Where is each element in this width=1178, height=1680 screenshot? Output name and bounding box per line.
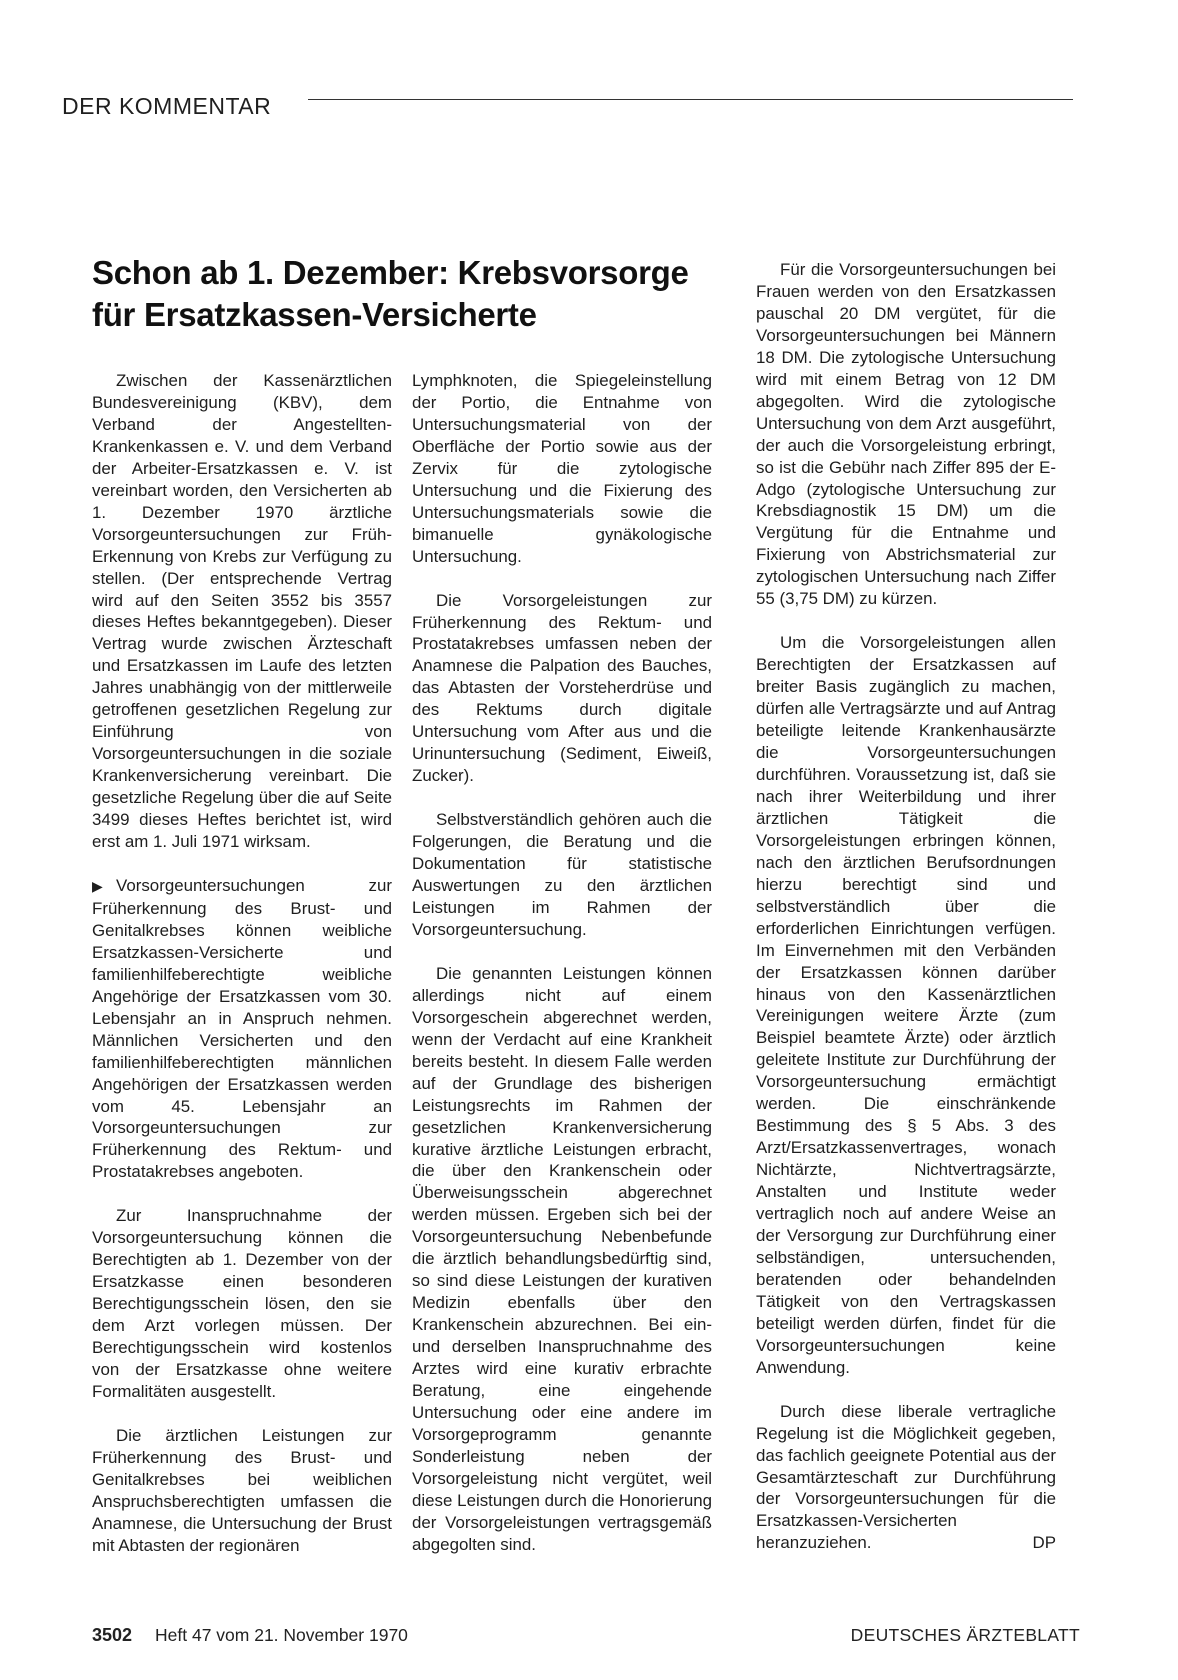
paragraph bbox=[756, 259, 1056, 610]
paragraph-text: Die ärztlichen Leistungen zur Früherkennung des Brust- und Genitalkrebses bei weiblichen Anspruchsberechtigten umfassen die Anamnese, die Untersuchung der Brust mit Abtasten der regionären bbox=[92, 1425, 392, 1555]
author-signature: DP bbox=[1032, 1533, 1056, 1553]
paragraph bbox=[92, 875, 392, 1183]
paragraph bbox=[92, 1205, 392, 1403]
paragraph-text: Zwischen der Kassenärztlichen Bundesvereinigung (KBV), dem Verband der Angestellten-Krankenkassen e. V. und dem Verband der Arbeiter-Ersatzkassen e. V. ist vereinbart worden, den Versicherten ab 1. Dezember 1970 ärztliche Vorsorgeuntersuchungen zur Früh-Erkennung von Krebs zur Verfügung zu stellen. (Der entsprechende Vertrag wird auf den Seiten 3552 bis 3557 dieses Heftes bekanntgegeben). Dieser Vertrag wurde zwischen Ärzteschaft und Ersatzkassen im Laufe des letzten Jahres unabhängig von der mittlerweile getroffenen gesetzlichen Regelung zur Einführung von Vorsorgeuntersuchungen in die soziale Krankenversicherung vereinbart. Die gesetzliche Regelung über die auf Seite 3499 dieses Heftes berichtet ist, wird erst am 1. Juli 1971 wirksam. bbox=[92, 371, 392, 852]
paragraph bbox=[412, 809, 712, 941]
issue-info: Heft 47 vom 21. November 1970 bbox=[155, 1625, 408, 1645]
paragraph bbox=[412, 963, 712, 1556]
paragraph-text: Um die Vorsorgeleistungen allen Berechtigten der Ersatzkassen auf breiter Basis zugänglich zu machen, dürfen alle Vertragsärzte und auf Antrag beteiligte leitende Krankenhausärzte die Vorsorgeuntersuchungen durchführen. Voraussetzung ist, daß sie nach ihrer Weiterbildung und ihrer ärztlichen Tätigkeit die Vorsorgeleistungen erbringen können, nach den ärztlichen Berufsordnungen hierzu berechtigt sind und selbstverständlich über die erforderlichen Einrichtungen verfügen. Im Einvernehmen mit den Verbänden der Ersatzkassen können darüber hinaus von den Kassenärztlichen Vereinigungen weitere Ärzte (zum Beispiel beamtete Ärzte) oder ärztlich geleitete Institute zur Durchführung der Vorsorgeuntersuchung ermächtigt werden. Die einschränkende Bestimmung des § 5 Abs. 3 des Arzt/Ersatzkassenvertrages, wonach Nichtärzte, Nichtvertragsärzte, Anstalten und Institute weder vertraglich noch auf andere Weise an der Versorgung zur Durchführung einer selbständigen, untersuchenden, beratenden oder behandelnden Tätigkeit von den Vertragskassen beteiligt werden dürfen, findet für die Vorsorgeuntersuchungen keine Anwendung. bbox=[756, 633, 1056, 1377]
triangle-bullet-icon: ▶ bbox=[92, 877, 103, 894]
column-2 bbox=[412, 370, 712, 1556]
page-number: 3502 bbox=[92, 1625, 133, 1645]
column-3 bbox=[756, 259, 1056, 1554]
paragraph bbox=[756, 632, 1056, 1378]
article-headline bbox=[92, 252, 732, 336]
paragraph-text: Zur Inanspruchnahme der Vorsorgeuntersuchung können die Berechtigten ab 1. Dezember von der Ersatzkasse einen besonderen Berechtigungsschein lösen, den sie dem Arzt vorlegen müssen. Der Berechtigungsschein wird kostenlos von der Ersatzkasse ohne weitere Formalitäten ausgestellt. bbox=[92, 1206, 392, 1401]
paragraph-text: Selbstverständlich gehören auch die Folgerungen, die Beratung und die Dokumentation für statistische Auswertungen zu den ärztlichen Leistungen im Rahmen der Vorsorgeuntersuchung. bbox=[412, 810, 712, 939]
paragraph-text: Vorsorgeuntersuchungen zur Früherkennung des Brust- und Genitalkrebses können weibliche Ersatzkassen-Versicherte und familienhilfeberechtigte weibliche Angehörige der Ersatzkassen vom 30. Lebensjahr an in Anspruch nehmen. Männlichen Versicherten und den familienhilfeberechtigten männlichen Angehörigen der Ersatzkassen werden vom 45. Lebensjahr an Vorsorgeuntersuchungen zur Früherkennung des Rektum- und Prostatakrebses angeboten. bbox=[92, 875, 392, 1182]
paragraph-text: Die Vorsorgeleistungen zur Früherkennung des Rektum- und Prostatakrebses umfassen neben der Anamnese die Palpation des Bauches, das Abtasten der Vorsteherdrüse und des Rektums durch digitale Untersuchung vom After aus und die Urinuntersuchung (Sediment, Eiweiß, Zucker). bbox=[412, 590, 712, 786]
paragraph-text: Lymphknoten, die Spiegeleinstellung der Portio, die Entnahme von Untersuchungsmaterial von der Oberfläche der Portio sowie aus der Zervix für die zytologische Untersuchung und die Fixierung des Untersuchungsmaterials sowie die bimanuelle gynäkologische Untersuchung. bbox=[412, 371, 712, 566]
paragraph-text: Durch diese liberale vertragliche Regelung ist die Möglichkeit gegeben, das fachlich geeignete Potential aus der Gesamtärzteschaft zur Durchführung der Vorsorgeuntersuchungen für die Ersatzkassen-Versicherten heranzuziehen. bbox=[756, 1401, 1056, 1553]
paragraph bbox=[412, 590, 712, 788]
paragraph bbox=[92, 370, 392, 853]
headline-line-1: Schon ab 1. Dezember: Krebsvorsorge bbox=[92, 254, 689, 291]
column-1 bbox=[92, 370, 392, 1557]
section-label: DER KOMMENTAR bbox=[62, 93, 272, 119]
paragraph bbox=[92, 1425, 392, 1557]
paragraph-text: Für die Vorsorgeuntersuchungen bei Frauen werden von den Ersatzkassen pauschal 20 DM vergütet, für die Vorsorgeuntersuchungen bei Männern 18 DM. Die zytologische Untersuchung wird mit einem Betrag von 12 DM abgegolten. Wird die zytologische Untersuchung von dem Arzt ausgeführt, der auch die Vorsorgeleistung erbringt, so ist die Gebühr nach Ziffer 895 der E-Adgo (zytologische Untersuchung zur Krebsdiagnostik 15 DM) um die Vergütung für die Entnahme und Fixierung von Abstrichsmaterial zur zytologischen Untersuchung nach Ziffer 55 (3,75 DM) zu kürzen. bbox=[756, 260, 1056, 609]
paragraph-text: Die genannten Leistungen können allerdings nicht auf einem Vorsorgeschein abgerechnet werden, wenn der Verdacht auf eine Krankheit bereits besteht. In diesem Falle werden auf der Grundlage des bisherigen Leistungsrechts im Rahmen der gesetzlichen Krankenversicherung kurative ärztliche Leistungen erbracht, die über den Krankenschein oder Überweisungsschein abgerechnet werden müssen. Ergeben sich bei der Vorsorgeuntersuchung Nebenbefunde die ärztlich behandlungsbedürftig sind, so sind diese Leistungen der kurativen Medizin ebenfalls über den Krankenschein abzurechnen. Bei ein- und derselben Inanspruchnahme des Arztes wird eine kurativ erbrachte Beratung, eine eingehende Untersuchung oder eine andere im Vorsorgeprogramm genannte Sonderleistung neben der Vorsorgeleistung nicht vergütet, weil diese Leistungen durch die Honorierung der Vorsorgeleistungen vertragsgemäß abgegolten sind. bbox=[412, 963, 712, 1554]
headline-line-2: für Ersatzkassen-Versicherte bbox=[92, 296, 537, 333]
journal-name: DEUTSCHES ÄRZTEBLATT bbox=[850, 1625, 1080, 1645]
header-rule bbox=[308, 99, 1073, 100]
paragraph bbox=[756, 1401, 1056, 1555]
paragraph bbox=[412, 370, 712, 568]
